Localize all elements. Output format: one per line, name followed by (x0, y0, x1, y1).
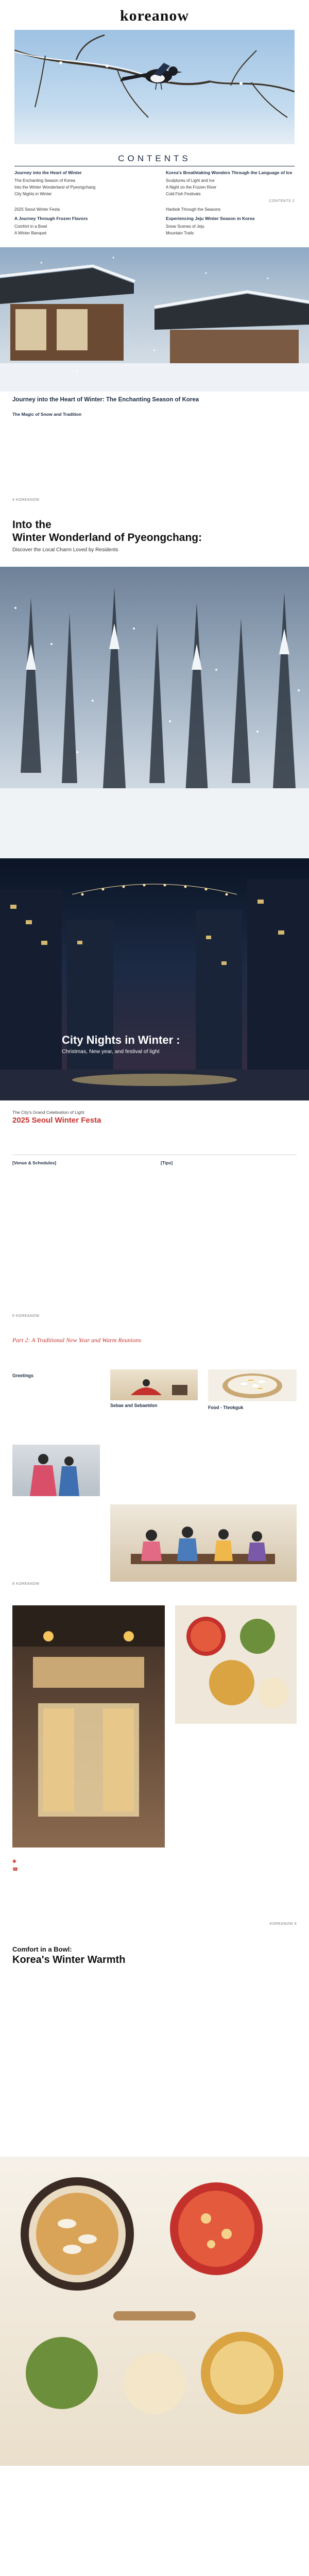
festa-title: 2025 Seoul Winter Festa (12, 1116, 101, 1125)
article-spread-comfort-bowl (0, 1930, 309, 2466)
toc-right (166, 170, 295, 197)
page-number: CONTENTS 2 (269, 199, 295, 203)
venue-heading: [Venue & Schedules] (12, 1160, 57, 1165)
toc-item[interactable]: Cold Fish Festivals (166, 192, 201, 196)
contents-page-lower (0, 206, 309, 247)
toc-group-title: Experiencing Jeju Winter Season in Korea (166, 216, 255, 221)
photo-restaurant-banchan (175, 1605, 297, 1724)
magpie-illustration (14, 30, 295, 144)
toc-group-1 (14, 170, 143, 197)
festa-kicker: The City's Grand Celebration of Light (12, 1110, 84, 1115)
toc-group-title: Korea's Breathtaking Wonders Through the Language of Ice (166, 170, 293, 175)
city-nights-heading (62, 1033, 268, 1055)
article-title: Journey into the Heart of Winter: The Enchanting Season of Korea (12, 397, 199, 403)
toc-group-title: A Journey Through Frozen Flavors (14, 216, 88, 221)
sebae-illustration (110, 1369, 198, 1400)
comfort-kicker: Comfort in a Bowl: (12, 1945, 72, 1953)
comfort-heading (12, 1945, 297, 1966)
info-address (12, 1858, 165, 1864)
family-illustration (110, 1504, 297, 1582)
photo-family-meal (110, 1504, 297, 1582)
heading-line-2: Winter Wonderland of Pyeongchang: (12, 532, 202, 544)
toc-item[interactable]: The Enchanting Season of Korea (14, 178, 75, 183)
greetings-column (12, 1372, 100, 1380)
toc-item[interactable]: A Night on the Frozen River (166, 185, 217, 190)
article-spread-festa (0, 1100, 309, 1322)
contents-heading: CONTENTS (118, 154, 191, 163)
snow-forest-illustration (0, 567, 309, 858)
map-pin-icon: ◉ (12, 1858, 16, 1863)
tteokguk-illustration (208, 1369, 297, 1401)
article-spread-city-nights (0, 858, 309, 1100)
article-spread-new-year (0, 1322, 309, 1590)
tteokguk-column (208, 1404, 297, 1412)
page-number: 6 KOREANOW (12, 1314, 40, 1318)
part2-title: Part 2: A Traditional New Year and Warm Reunions (12, 1336, 142, 1344)
photo-restaurant-exterior (12, 1605, 165, 1848)
night-street-illustration (0, 858, 309, 1100)
page-number: 8 KOREANOW (12, 1582, 40, 1586)
toc-left (14, 170, 143, 200)
heading-title: City Nights in Winter : (62, 1033, 180, 1046)
article-spread-restaurant (0, 1590, 309, 1930)
greetings-heading: Greetings (12, 1373, 34, 1378)
sebae-heading: Sebae and Sebaetdon (110, 1403, 158, 1408)
hanbok-illustration (12, 1445, 100, 1496)
photo-snow-forest (0, 567, 309, 858)
banchan-illustration (175, 1605, 297, 1724)
photo-hanbok-family (12, 1445, 100, 1496)
toc-right-lower (166, 206, 295, 236)
tteokguk-heading: Food - Tteokguk (208, 1405, 244, 1410)
masthead-logo: koreanow (119, 7, 190, 24)
toc-item[interactable]: A Winter Banquet (14, 231, 47, 235)
page-number: 4 KOREANOW (12, 498, 40, 502)
heading-line-1: Into the (12, 519, 52, 531)
sebae-column (110, 1402, 198, 1410)
heading-subtitle: Discover the Local Charm Loved by Residents (12, 547, 118, 553)
toc-item[interactable]: Mountain Trails (166, 231, 194, 235)
toc-item[interactable]: Hanbok Through the Seasons (166, 207, 221, 212)
toc-item[interactable]: City Nights in Winter (14, 192, 52, 196)
toc-item[interactable]: 2025 Seoul Winter Festa (14, 207, 60, 212)
restaurant-info (12, 1858, 165, 1873)
soup-spread-illustration (0, 2157, 309, 2466)
phone-icon: ☎ (12, 1867, 19, 1872)
photo-night-street (0, 858, 309, 1100)
pyeongchang-heading (12, 518, 301, 553)
toc-group-title: Journey into the Heart of Winter (14, 170, 82, 175)
toc-item[interactable]: Into the Winter Wonderland of Pyeongchang (14, 185, 96, 190)
article-spread-intro (0, 247, 309, 505)
photo-sebae-bow (110, 1369, 198, 1400)
photo-snowy-hanok (0, 247, 309, 392)
hanok-roofs-illustration (0, 247, 309, 392)
toc-item[interactable]: Comfort in a Bowl (14, 224, 47, 229)
tips-heading: [Tips] (161, 1160, 173, 1165)
photo-tteokguk (208, 1369, 297, 1401)
restaurant-illustration (12, 1605, 165, 1848)
contents-page (0, 0, 309, 206)
toc-item[interactable]: Sculptures of Light and Ice (166, 178, 215, 183)
heading-subtitle: Christmas, New year, and festival of light (62, 1048, 160, 1055)
article-col-left (12, 408, 148, 417)
page-number: KOREANOW 9 (269, 1922, 297, 1926)
photo-soup-spread (0, 2157, 309, 2466)
article-spread-pyeongchang (0, 505, 309, 858)
festa-venue (12, 1160, 148, 1168)
toc-item[interactable]: Snow Scenes of Jeju (166, 224, 204, 229)
info-phone (12, 1866, 165, 1872)
cover-photo-magpie (14, 30, 295, 144)
toc-left-lower (14, 206, 143, 236)
article-subhead: The Magic of Snow and Tradition (12, 412, 82, 417)
festa-tips (161, 1160, 297, 1168)
comfort-title: Korea's Winter Warmth (12, 1954, 126, 1965)
